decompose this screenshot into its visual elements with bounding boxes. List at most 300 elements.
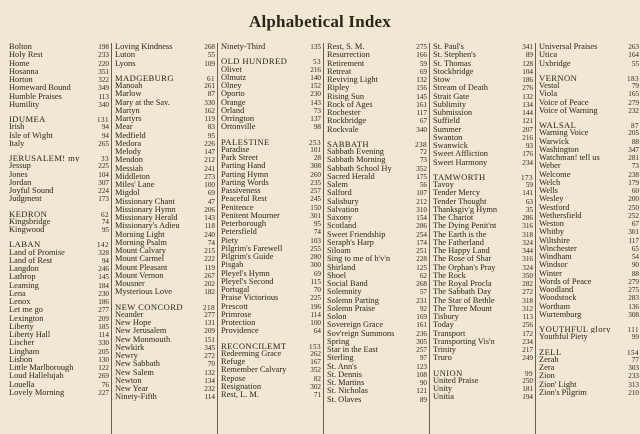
tune-name: Petersfield <box>221 228 257 237</box>
index-entry <box>324 371 429 379</box>
page-number: 132 <box>522 92 533 101</box>
index-entry <box>112 60 217 68</box>
page-number: 238 <box>628 170 639 179</box>
index-entry <box>430 84 535 92</box>
index-entry <box>218 391 323 399</box>
page-number: 88 <box>631 137 639 146</box>
index-entry <box>324 379 429 387</box>
index-entry <box>536 381 640 389</box>
tune-name: Mary at the Sav. <box>115 98 170 107</box>
page-number: 137 <box>310 115 321 123</box>
tune-name: Olmutz <box>221 73 247 82</box>
tune-name: Medora <box>115 139 142 148</box>
page-number: 167 <box>310 358 321 366</box>
index-entry <box>324 363 429 371</box>
tune-name: Summer <box>433 125 462 134</box>
tune-name: Sabbath School Hy <box>327 164 392 173</box>
tune-name: PALESTINE <box>221 137 270 146</box>
tune-name: Newkirk <box>115 343 145 352</box>
tune-name: Missionary Hymn <box>115 205 176 214</box>
index-entry <box>430 305 535 313</box>
page-number: 252 <box>628 211 639 220</box>
tune-name: St. Dennis <box>327 370 362 379</box>
tune-name: Universal Praises <box>539 43 598 51</box>
page-number: 234 <box>522 337 533 346</box>
page-number: 62 <box>419 271 427 280</box>
page-number: 144 <box>522 109 533 117</box>
page-number: 153 <box>309 342 321 351</box>
page-number: 300 <box>310 261 321 270</box>
tune-name: Land of Rest <box>9 256 53 265</box>
index-entry <box>6 339 111 347</box>
page-number: 322 <box>98 76 109 84</box>
tune-name: Hosanna <box>9 67 39 76</box>
page-number: 87 <box>631 122 639 130</box>
index-entry <box>112 214 217 222</box>
tune-name: The Dying Penit'nt <box>433 222 497 231</box>
index-letter-heading <box>324 140 429 148</box>
index-entry <box>112 264 217 272</box>
page-number: 56 <box>419 181 427 189</box>
page-number: 301 <box>310 211 321 220</box>
index-entry <box>324 181 429 189</box>
tune-name: Middleton <box>115 172 150 181</box>
tune-name: Ripley <box>327 84 350 93</box>
index-entry <box>112 360 217 368</box>
page-number: 179 <box>628 178 639 187</box>
index-entry <box>324 264 429 272</box>
tune-name: Morning Psalm <box>115 238 167 247</box>
tune-name: Let me go <box>9 306 43 315</box>
tune-name: Lischer <box>9 339 35 348</box>
page-number: 83 <box>207 123 215 132</box>
page-number: 183 <box>627 74 639 83</box>
index-entry <box>6 51 111 59</box>
tune-name: The Royal Procla <box>433 280 492 288</box>
tune-name: Miles' Lane <box>115 181 155 189</box>
tune-name: Welch <box>539 178 561 187</box>
index-entry <box>324 43 429 51</box>
index-entry <box>324 313 429 321</box>
tune-name: St. Nicholas <box>327 387 368 396</box>
tune-name: Transporting Vis'n <box>433 337 495 346</box>
tune-name: Weber <box>539 162 561 171</box>
index-entry <box>324 396 429 404</box>
index-entry <box>324 165 429 173</box>
tune-name: Suffield <box>433 117 460 126</box>
index-entry <box>112 189 217 197</box>
index-column <box>429 43 535 434</box>
index-letter-heading <box>430 369 535 377</box>
page-number: 113 <box>522 313 533 321</box>
index-entry <box>112 51 217 59</box>
index-entry <box>6 298 111 306</box>
tune-name: Bolton <box>9 43 32 51</box>
tune-name: Star in the East <box>327 346 378 354</box>
tune-name: Pilgrim's Farewell <box>221 244 283 253</box>
page-number: 269 <box>98 372 109 381</box>
tune-name: Weston <box>539 220 564 228</box>
page-number: 277 <box>98 306 109 315</box>
index-entry <box>112 107 217 115</box>
page-number: 65 <box>631 244 639 253</box>
page-number: 69 <box>207 189 215 198</box>
tune-name: Swanwick <box>433 142 468 150</box>
page-number: 232 <box>204 385 215 393</box>
index-entry <box>430 330 535 338</box>
tune-name: Siloam <box>327 247 351 255</box>
tune-name: Sweet Affliction <box>433 150 488 159</box>
index-entry <box>112 173 217 181</box>
tune-name: Shirland <box>327 263 356 272</box>
index-entry <box>430 51 535 59</box>
page-number: 209 <box>98 314 109 323</box>
page-number: 275 <box>628 286 639 294</box>
tune-name: Zion <box>539 372 555 381</box>
index-entry <box>430 280 535 288</box>
tune-name: UNION <box>433 368 463 377</box>
page-number: 94 <box>101 131 109 140</box>
page-number: 69 <box>313 269 321 278</box>
index-column <box>6 43 111 434</box>
page-number: 151 <box>204 335 215 344</box>
tune-name: Lena <box>9 289 26 298</box>
tune-name: Loving Kindness <box>115 43 173 51</box>
index-entry <box>6 257 111 265</box>
tune-name: Unitia <box>433 393 454 402</box>
page-number: 308 <box>628 310 639 319</box>
page-number: 73 <box>313 106 321 115</box>
tune-name: New Year <box>115 385 149 393</box>
index-entry <box>218 99 323 107</box>
index-entry <box>218 303 323 311</box>
page-number: 35 <box>525 205 533 214</box>
page-number: 92 <box>419 304 427 313</box>
page-number: 74 <box>207 238 215 247</box>
index-entry <box>218 366 323 374</box>
tune-name: Ninety-Fifth <box>115 393 157 402</box>
index-entry <box>324 247 429 255</box>
tune-name: Homeward Bound <box>9 84 71 93</box>
tune-name: MADGEBURG <box>115 73 174 82</box>
page-number: 63 <box>525 197 533 206</box>
tune-name: Thanksgiv'g Hymn <box>433 205 498 214</box>
index-entry <box>536 261 640 269</box>
tune-name: Piety <box>221 236 239 245</box>
page-number: 280 <box>310 253 321 261</box>
page-number: 154 <box>416 214 427 222</box>
index-entry <box>430 93 535 101</box>
page-number: 257 <box>310 187 321 195</box>
index-entry <box>112 239 217 247</box>
page-number: 60 <box>631 187 639 195</box>
page-number: 318 <box>522 296 533 305</box>
page-number: 224 <box>98 187 109 195</box>
tune-name: Woodland <box>539 286 574 294</box>
tune-name: Park Street <box>221 154 258 162</box>
index-entry <box>536 245 640 253</box>
index-entry <box>6 84 111 92</box>
index-entry <box>218 294 323 302</box>
tune-name: Redeeming Grace <box>221 349 282 358</box>
index-entry <box>6 389 111 397</box>
index-entry <box>218 245 323 253</box>
page-number: 145 <box>98 273 109 282</box>
tune-name: Ortonville <box>221 123 256 132</box>
index-entry <box>218 375 323 383</box>
tune-name: St. Paul's <box>433 43 464 51</box>
page-number: 108 <box>416 370 427 379</box>
tune-name: Neander <box>115 310 144 319</box>
page-number: 87 <box>207 90 215 99</box>
page-number: 222 <box>204 255 215 264</box>
index-entry <box>324 206 429 214</box>
tune-name: Mount Pleasant <box>115 263 168 272</box>
page-number: 233 <box>628 372 639 381</box>
tune-name: Sweet Friendship <box>327 230 386 239</box>
tune-name: Truro <box>433 354 452 363</box>
tune-name: Tavoy <box>433 181 454 189</box>
tune-name: The Fatherland <box>433 238 484 247</box>
tune-name: Peterborough <box>221 220 267 228</box>
tune-name: TAMWORTH <box>433 172 486 181</box>
page-number: 93 <box>525 142 533 150</box>
tune-name: Reviving Light <box>327 76 378 84</box>
tune-name: Oporto <box>221 90 245 99</box>
index-entry <box>218 43 323 51</box>
tune-name: Voice of Warning <box>539 106 598 115</box>
index-entry <box>430 346 535 354</box>
page-number: 268 <box>204 43 215 51</box>
tune-name: Olivet <box>221 65 242 74</box>
tune-name: Tisbury <box>433 313 459 321</box>
index-entry <box>218 195 323 203</box>
index-entry <box>218 123 323 131</box>
tune-name: VERNON <box>539 73 578 82</box>
page-number: 95 <box>207 131 215 140</box>
tune-name: Westford <box>539 203 570 212</box>
page-number: 340 <box>98 100 109 109</box>
page-number: 282 <box>522 280 533 288</box>
index-entry <box>536 253 640 261</box>
index-entry <box>430 393 535 401</box>
tune-name: Washington <box>539 145 579 154</box>
tune-name: Saxony <box>327 214 353 222</box>
index-entry <box>112 272 217 280</box>
tune-name: Solon <box>327 313 347 321</box>
page-number: 198 <box>98 43 109 51</box>
index-entry <box>430 354 535 362</box>
page-number: 233 <box>98 51 109 60</box>
tune-name: Primrose <box>221 310 252 319</box>
index-entry <box>112 336 217 344</box>
index-entry <box>324 117 429 125</box>
page-number: 281 <box>628 154 639 162</box>
index-entry <box>430 313 535 321</box>
tune-name: Wortham <box>539 302 570 311</box>
index-entry <box>536 187 640 195</box>
index-entry <box>430 377 535 385</box>
tune-name: WALSAL <box>539 121 577 130</box>
index-entry <box>536 107 640 115</box>
page-number: 156 <box>416 84 427 93</box>
tune-name: OLD HUNDRED <box>221 57 288 66</box>
page-number: 131 <box>204 319 215 327</box>
index-entry <box>112 280 217 288</box>
page-number: 67 <box>631 220 639 228</box>
tune-name: Lyons <box>115 59 136 68</box>
tune-name: Zion' Light <box>539 380 577 389</box>
tune-name: Viola <box>539 90 558 99</box>
tune-name: The Earth is the <box>433 230 487 239</box>
index-entry <box>6 93 111 101</box>
index-entry <box>430 109 535 117</box>
tune-name: New Monmouth <box>115 335 171 344</box>
page-number: 131 <box>97 116 109 124</box>
page-number: 273 <box>204 172 215 181</box>
page-number: 100 <box>310 319 321 327</box>
tune-name: Zerah <box>539 355 559 364</box>
index-entry <box>218 66 323 74</box>
index-entry <box>218 107 323 115</box>
index-entry <box>536 294 640 302</box>
tune-name: Repose <box>221 374 246 383</box>
tune-name: Missionary's Adieu <box>115 222 180 231</box>
tune-name: Sweet Harmony <box>433 158 488 167</box>
tune-name: The Rose of Shar <box>433 255 492 264</box>
page-number: 186 <box>98 298 109 306</box>
page-number: 308 <box>310 162 321 171</box>
tune-name: Wesley <box>539 195 564 204</box>
tune-name: JERUSALEM! my <box>9 154 80 163</box>
page-number: 207 <box>522 125 533 134</box>
page-number: 135 <box>310 43 321 51</box>
index-entry <box>218 171 323 179</box>
page-number: 250 <box>522 376 533 385</box>
page-number: 279 <box>628 277 639 286</box>
index-entry <box>6 76 111 84</box>
tune-name: Manoah <box>115 82 143 90</box>
page-number: 100 <box>204 181 215 189</box>
tune-name: Whitby <box>539 228 565 237</box>
page-number: 212 <box>416 197 427 206</box>
index-entry <box>218 154 323 162</box>
tune-name: St. Stephen's <box>433 51 476 60</box>
index-entry <box>324 387 429 395</box>
page-number: 225 <box>98 162 109 171</box>
tune-name: NEW CONCORD <box>115 302 183 311</box>
tune-name: Mount Carmel <box>115 255 165 264</box>
tune-name: Louella <box>9 380 35 389</box>
page-number: 94 <box>101 123 109 132</box>
page-number: 312 <box>522 304 533 313</box>
tune-name: Martyn <box>115 106 140 115</box>
page-number: 302 <box>310 382 321 391</box>
index-column <box>535 43 640 434</box>
page-number: 286 <box>416 222 427 231</box>
index-entry <box>324 101 429 109</box>
index-entry <box>6 331 111 339</box>
tune-name: Penitence <box>221 203 254 212</box>
tune-name: Mount Vernon <box>115 271 164 280</box>
index-column <box>217 43 323 434</box>
index-letter-heading <box>112 303 217 311</box>
page-number: 99 <box>525 369 533 378</box>
tune-name: Prescott <box>221 302 248 311</box>
index-entry <box>6 60 111 68</box>
tune-name: New Jerusalem <box>115 327 167 336</box>
page-number: 227 <box>98 388 109 397</box>
index-entry <box>112 123 217 131</box>
page-number: 82 <box>313 374 321 383</box>
tune-name: St. Olaves <box>327 395 362 404</box>
index-entry <box>112 311 217 319</box>
page-number: 79 <box>631 82 639 90</box>
index-entry <box>324 272 429 280</box>
index-entry <box>112 255 217 263</box>
tune-name: Newry <box>115 352 138 360</box>
index-entry <box>218 383 323 391</box>
tune-name: Solemn Parting <box>327 296 379 305</box>
tune-name: Parting Hand <box>221 162 266 171</box>
page-number: 313 <box>628 380 639 389</box>
tune-name: Little Marlborough <box>9 364 74 372</box>
page-title: Alphabetical Index <box>249 12 391 31</box>
tune-name: St. Ann's <box>327 362 357 371</box>
index-entry <box>112 140 217 148</box>
page-number: 121 <box>416 387 427 396</box>
index-entry <box>536 237 640 245</box>
index-entry <box>218 82 323 90</box>
index-letter-heading <box>218 57 323 65</box>
index-entry <box>430 76 535 84</box>
tune-name: Lisbon <box>9 355 33 364</box>
index-entry <box>430 142 535 150</box>
tune-name: Winchester <box>539 244 577 253</box>
index-entry <box>536 99 640 107</box>
page-number: 55 <box>631 59 639 68</box>
page-number: 268 <box>416 280 427 288</box>
index-entry <box>324 330 429 338</box>
tune-name: Mousner <box>115 280 145 288</box>
page-number: 101 <box>310 145 321 154</box>
tune-name: Mear <box>115 123 133 132</box>
page-number: 145 <box>416 92 427 101</box>
index-entry <box>324 68 429 76</box>
index-entry <box>536 364 640 372</box>
page-number: 161 <box>416 100 427 109</box>
tune-name: Kingwood <box>9 226 45 234</box>
page-number: 62 <box>101 210 109 219</box>
tune-name: Stow <box>433 76 451 84</box>
page-number: 349 <box>98 84 109 93</box>
page-number: 174 <box>416 238 427 247</box>
index-entry <box>218 319 323 327</box>
index-letter-heading <box>6 154 111 162</box>
index-entry <box>6 273 111 281</box>
page-number: 185 <box>98 322 109 331</box>
page-number: 260 <box>310 170 321 179</box>
page-number: 169 <box>416 313 427 321</box>
index-entry <box>112 222 217 230</box>
page-number: 128 <box>522 59 533 68</box>
page-number: 206 <box>204 205 215 214</box>
tune-name: Protection <box>221 319 256 327</box>
index-entry <box>536 270 640 278</box>
tune-name: LABAN <box>9 240 41 249</box>
page-number: 228 <box>416 255 427 264</box>
tune-name: RECONCILEMT <box>221 341 287 350</box>
